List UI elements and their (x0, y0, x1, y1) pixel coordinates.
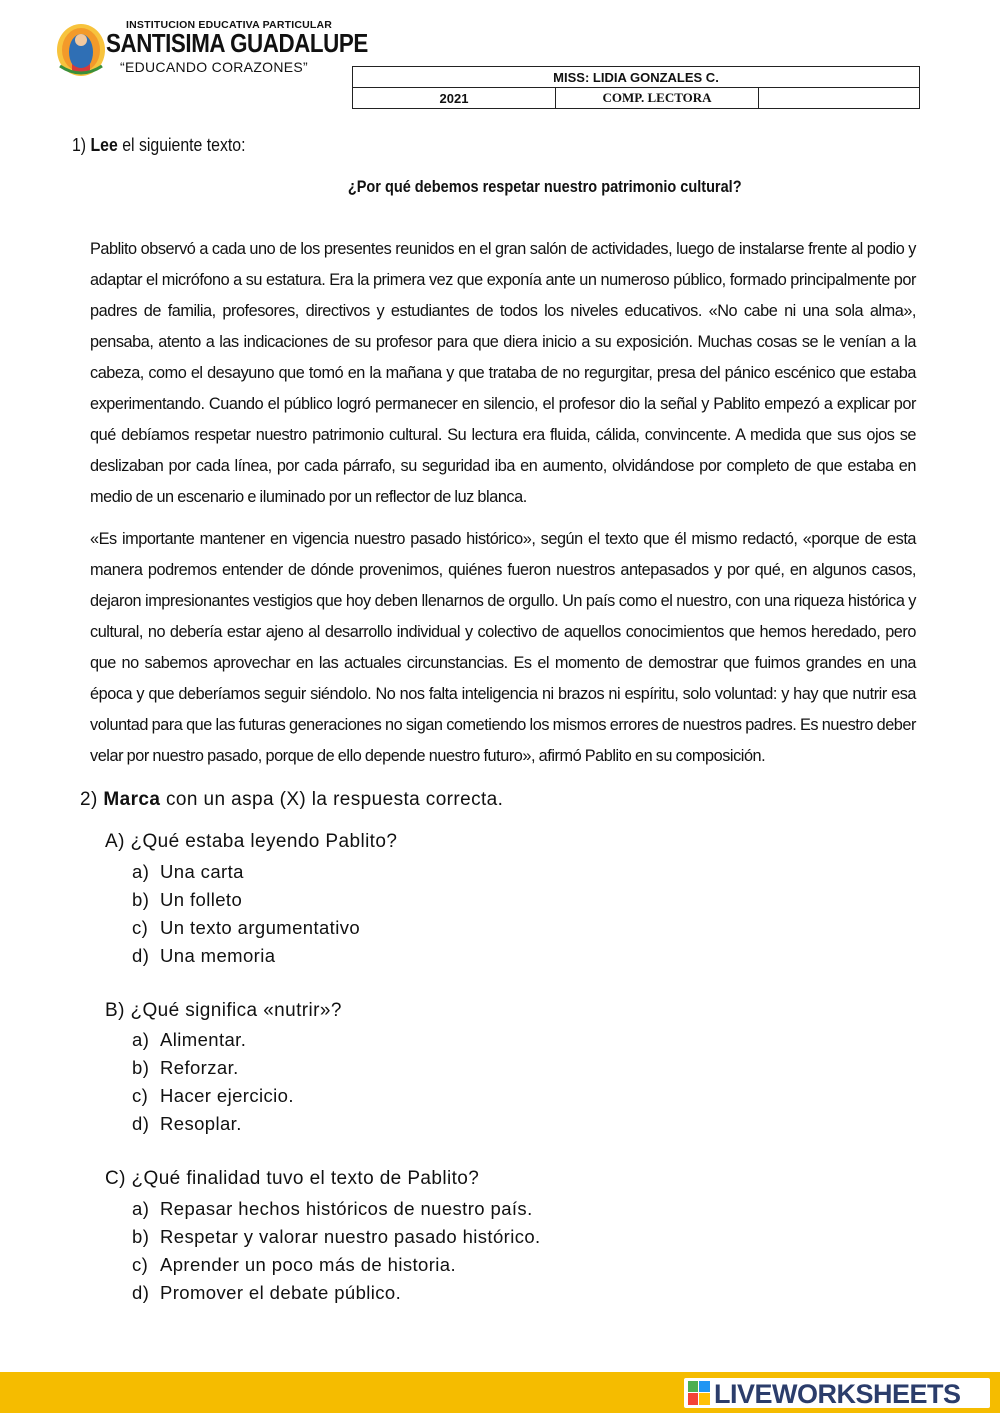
option-text: Un texto argumentativo (160, 917, 361, 938)
reading-paragraph-1: Pablito observó a cada uno de los presentes reunidos en el gran salón de actividades, luego de instalarse frente al podio y adaptar el micrófono a su estatura. Era la primera vez que exponía ante un numeroso público, formado principalmente por padres de familia, profesores, directivos y estudiantes de todos los niveles educativos. «No cabe ni una sola alma», pensaba, atento a las indicaciones de su profesor para que diera inicio a su exposición. Muchas cosas se le venían a la cabeza, como el desayuno que tomó en la mañana y que trataba de no regurgitar, presa del pánico escénico que estaba experimentando. Cuando el público logró permanecer en silencio, el profesor dio la señal y Pablito empezó a explicar por qué debíamos respetar nuestro patrimonio cultural. Su lectura era fluida, cálida, convincente. A medida que sus ojos se deslizaban por cada línea, por cada párrafo, su seguridad iba en aumento, olvidándose por completo de que estaba en medio de un escenario e iluminado por un reflector de luz blanca. (90, 240, 916, 507)
option-text: Hacer ejercicio. (160, 1085, 294, 1106)
option-text: Alimentar. (160, 1029, 247, 1050)
option-item[interactable] (132, 1251, 541, 1279)
option-text: Reforzar. (160, 1057, 239, 1078)
institution-type: INSTITUCION EDUCATIVA PARTICULAR (126, 19, 333, 31)
school-name: SANTISIMA GUADALUPE (106, 28, 368, 58)
course-cell: COMP. LECTORA (556, 88, 759, 109)
header-info-table (352, 66, 920, 109)
instruction-verb: Marca (103, 789, 161, 810)
option-letter: d) (132, 1113, 150, 1134)
option-item[interactable] (132, 1110, 294, 1138)
school-motto: “EDUCANDO CORAZONES” (120, 59, 309, 75)
option-text: Una memoria (160, 945, 276, 966)
option-letter: b) (132, 889, 150, 910)
option-letter: c) (132, 1085, 149, 1106)
option-letter: a) (132, 1029, 150, 1050)
teacher-name: MISS: LIDIA GONZALES C. (353, 67, 920, 88)
quiz-instruction (80, 789, 503, 811)
question-a: A) ¿Qué estaba leyendo Pablito? (105, 831, 398, 852)
question-b: B) ¿Qué significa «nutrir»? (105, 1000, 342, 1021)
instruction-text: con un aspa (X) la respuesta correcta. (160, 789, 504, 810)
option-item[interactable] (132, 914, 360, 942)
option-letter: a) (132, 1198, 150, 1219)
question-c: C) ¿Qué finalidad tuvo el texto de Pablito? (105, 1168, 480, 1189)
reading-title: ¿Por qué debemos respetar nuestro patrimonio cultural? (348, 178, 742, 196)
option-letter: c) (132, 917, 149, 938)
option-item[interactable] (132, 1082, 294, 1110)
option-letter: a) (132, 861, 150, 882)
liveworksheets-logo[interactable] (684, 1378, 990, 1408)
option-text: Un folleto (160, 889, 243, 910)
option-text: Promover el debate público. (160, 1282, 402, 1303)
question-a-options (132, 858, 360, 970)
instruction-verb: Lee (90, 135, 118, 155)
option-item[interactable] (132, 1026, 294, 1054)
year-cell: 2021 (353, 88, 556, 109)
footer-banner (0, 1372, 1000, 1413)
instruction-number: 1) (72, 135, 87, 155)
option-item[interactable] (132, 942, 360, 970)
liveworksheets-badge-icon (688, 1381, 710, 1405)
option-item[interactable] (132, 886, 360, 914)
option-letter: d) (132, 945, 150, 966)
question-c-options (132, 1195, 541, 1307)
reading-instruction (72, 135, 245, 156)
option-letter: b) (132, 1057, 150, 1078)
option-letter: c) (132, 1254, 149, 1275)
instruction-text: el siguiente texto: (117, 135, 246, 155)
blank-cell (759, 88, 920, 109)
reading-paragraph-2: «Es importante mantener en vigencia nuestro pasado histórico», según el texto que él mismo redactó, «porque de esta manera podremos entender de dónde provenimos, quiénes fueron nuestros antepasados y por qué, en algunos casos, dejaron impresionantes vestigios que hoy deben llenarnos de orgullo. Un país como el nuestro, con una riqueza histórica y cultural, no debería estar ajeno al desarrollo individual y colectivo de aquellos conocimientos que hemos heredado, pero que no sabemos aprovechar en las actuales circunstancias. Es el momento de demostrar que fuimos grandes en una época y que deberíamos seguir siéndolo. No nos falta inteligencia ni brazos ni espíritu, solo voluntad: y hay que nutrir esa voluntad para que las futuras generaciones no sigan cometiendo los mismos errores de nuestros padres. Es nuestro deber velar por nuestro pasado, porque de ello depende nuestro futuro», afirmó Pablito en su composición. (90, 530, 916, 766)
option-item[interactable] (132, 1279, 541, 1307)
option-letter: b) (132, 1226, 150, 1247)
option-item[interactable] (132, 1223, 541, 1251)
option-item[interactable] (132, 1054, 294, 1082)
question-b-options (132, 1026, 294, 1138)
school-crest-logo (50, 20, 112, 78)
option-text: Aprender un poco más de historia. (160, 1254, 457, 1275)
option-text: Una carta (160, 861, 244, 882)
instruction-number: 2) (80, 789, 98, 810)
liveworksheets-brand: LIVEWORKSHEETS (714, 1379, 961, 1409)
option-text: Respetar y valorar nuestro pasado histórico. (160, 1226, 541, 1247)
option-item[interactable] (132, 858, 360, 886)
option-text: Repasar hechos históricos de nuestro país. (160, 1198, 533, 1219)
option-letter: d) (132, 1282, 150, 1303)
option-item[interactable] (132, 1195, 541, 1223)
option-text: Resoplar. (160, 1113, 242, 1134)
